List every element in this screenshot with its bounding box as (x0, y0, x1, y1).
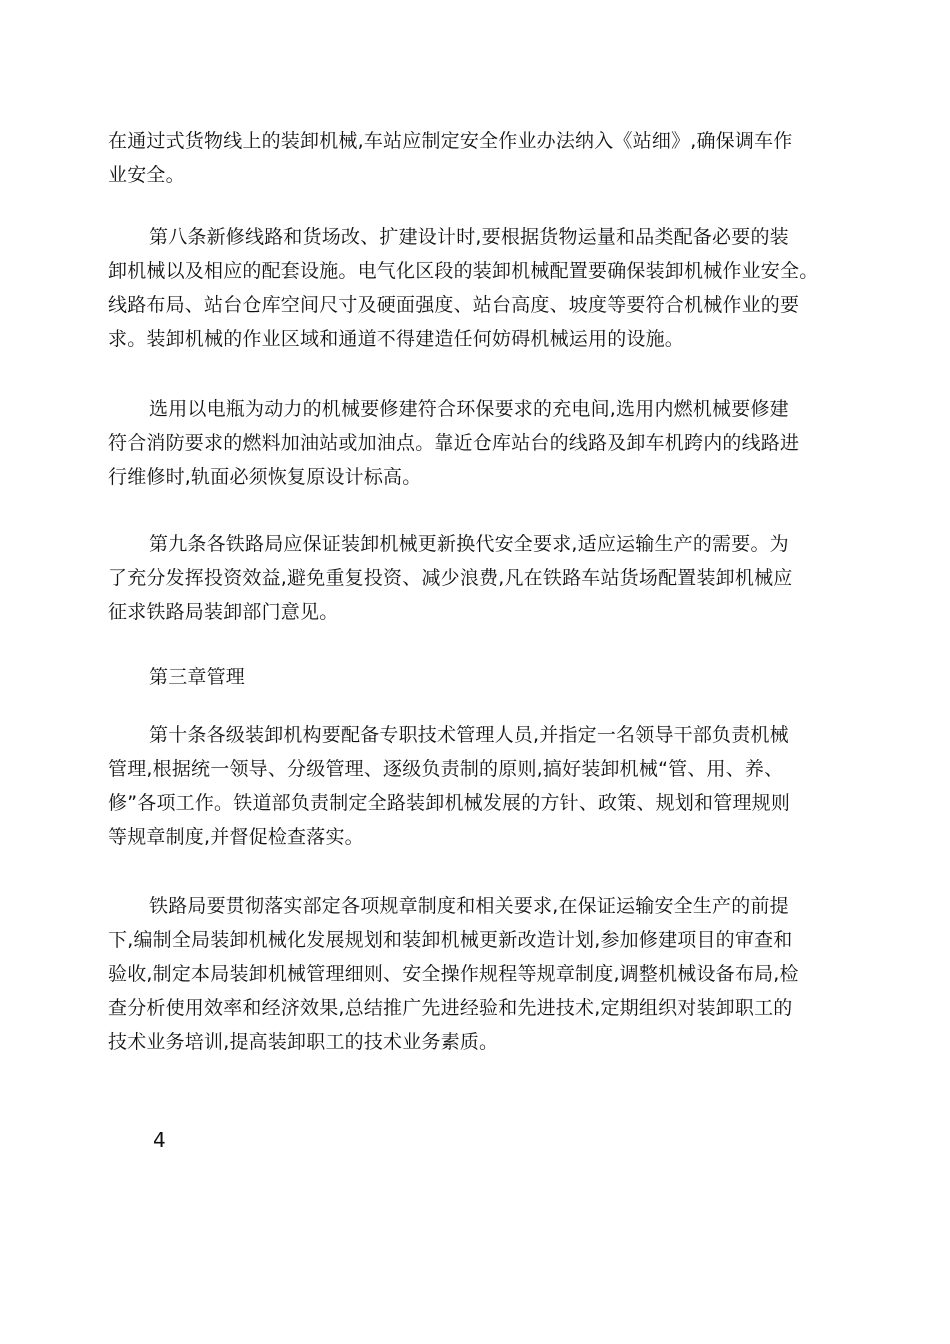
paragraph-line: 第八条新修线路和货场改、扩建设计时,要根据货物运量和品类配备必要的装 (149, 226, 789, 248)
paragraph-line: 选用以电瓶为动力的机械要修建符合环保要求的充电间,选用内燃机械要修建 (149, 398, 789, 420)
paragraph-line: 第十条各级装卸机构要配备专职技术管理人员,并指定一名领导干部负责机械 (149, 724, 789, 746)
paragraph-line: 管理,根据统一领导、分级管理、逐级负责制的原则,搞好装卸机械“管、用、养、 (108, 758, 784, 780)
paragraph-loading-machinery-safety (108, 124, 848, 192)
paragraph-line: 行维修时,轨面必须恢复原设计标高。 (108, 466, 422, 488)
paragraph-line: 等规章制度,并督促检查落实。 (108, 826, 364, 848)
paragraph-line: 符合消防要求的燃料加油站或加油点。靠近仓库站台的线路及卸车机跨内的线路进 (108, 432, 800, 454)
paragraph-line: 验收,制定本局装卸机械管理细则、安全操作规程等规章制度,调整机械设备布局,检 (108, 963, 799, 985)
paragraph-line: 在通过式货物线上的装卸机械,车站应制定安全作业办法纳入《站细》,确保调车作 (108, 130, 793, 152)
paragraph-article-10 (108, 718, 848, 854)
paragraph-line: 了充分发挥投资效益,避免重复投资、减少浪费,凡在铁路车站货场配置装卸机械应 (108, 567, 793, 589)
paragraph-charging-fuel-facilities (108, 392, 848, 494)
paragraph-line: 技术业务培训,提高装卸职工的技术业务素质。 (108, 1031, 499, 1053)
paragraph-line: 业安全。 (108, 164, 185, 186)
paragraph-line: 查分析使用效率和经济效果,总结推广先进经验和先进技术,定期组织对装卸职工的 (108, 997, 793, 1019)
paragraph-line: 卸机械以及相应的配套设施。电气化区段的装卸机械配置要确保装卸机械作业安全。 (108, 260, 819, 282)
paragraph-line: 下,编制全局装卸机械化发展规划和装卸机械更新改造计划,参加修建项目的审查和 (108, 929, 793, 951)
paragraph-line: 第九条各铁路局应保证装卸机械更新换代安全要求,适应运输生产的需要。为 (149, 533, 789, 555)
paragraph-railway-bureau-duties (108, 889, 848, 1059)
page-number: 4 (153, 1128, 166, 1152)
paragraph-line: 线路布局、站台仓库空间尺寸及硬面强度、站台高度、坡度等要符合机械作业的要 (108, 294, 800, 316)
paragraph-line: 求。装卸机械的作业区域和通道不得建造任何妨碍机械运用的设施。 (108, 328, 685, 350)
paragraph-line: 征求铁路局装卸部门意见。 (108, 601, 339, 623)
paragraph-article-8 (108, 220, 848, 356)
paragraph-line: 修”各项工作。铁道部负责制定全路装卸机械发展的方针、政策、规划和管理规则 (108, 792, 791, 814)
chapter-3-heading (108, 660, 848, 694)
paragraph-article-9 (108, 527, 848, 629)
chapter-heading-text: 第三章管理 (149, 666, 246, 688)
paragraph-line: 铁路局要贯彻落实部定各项规章制度和相关要求,在保证运输安全生产的前提 (149, 895, 789, 917)
